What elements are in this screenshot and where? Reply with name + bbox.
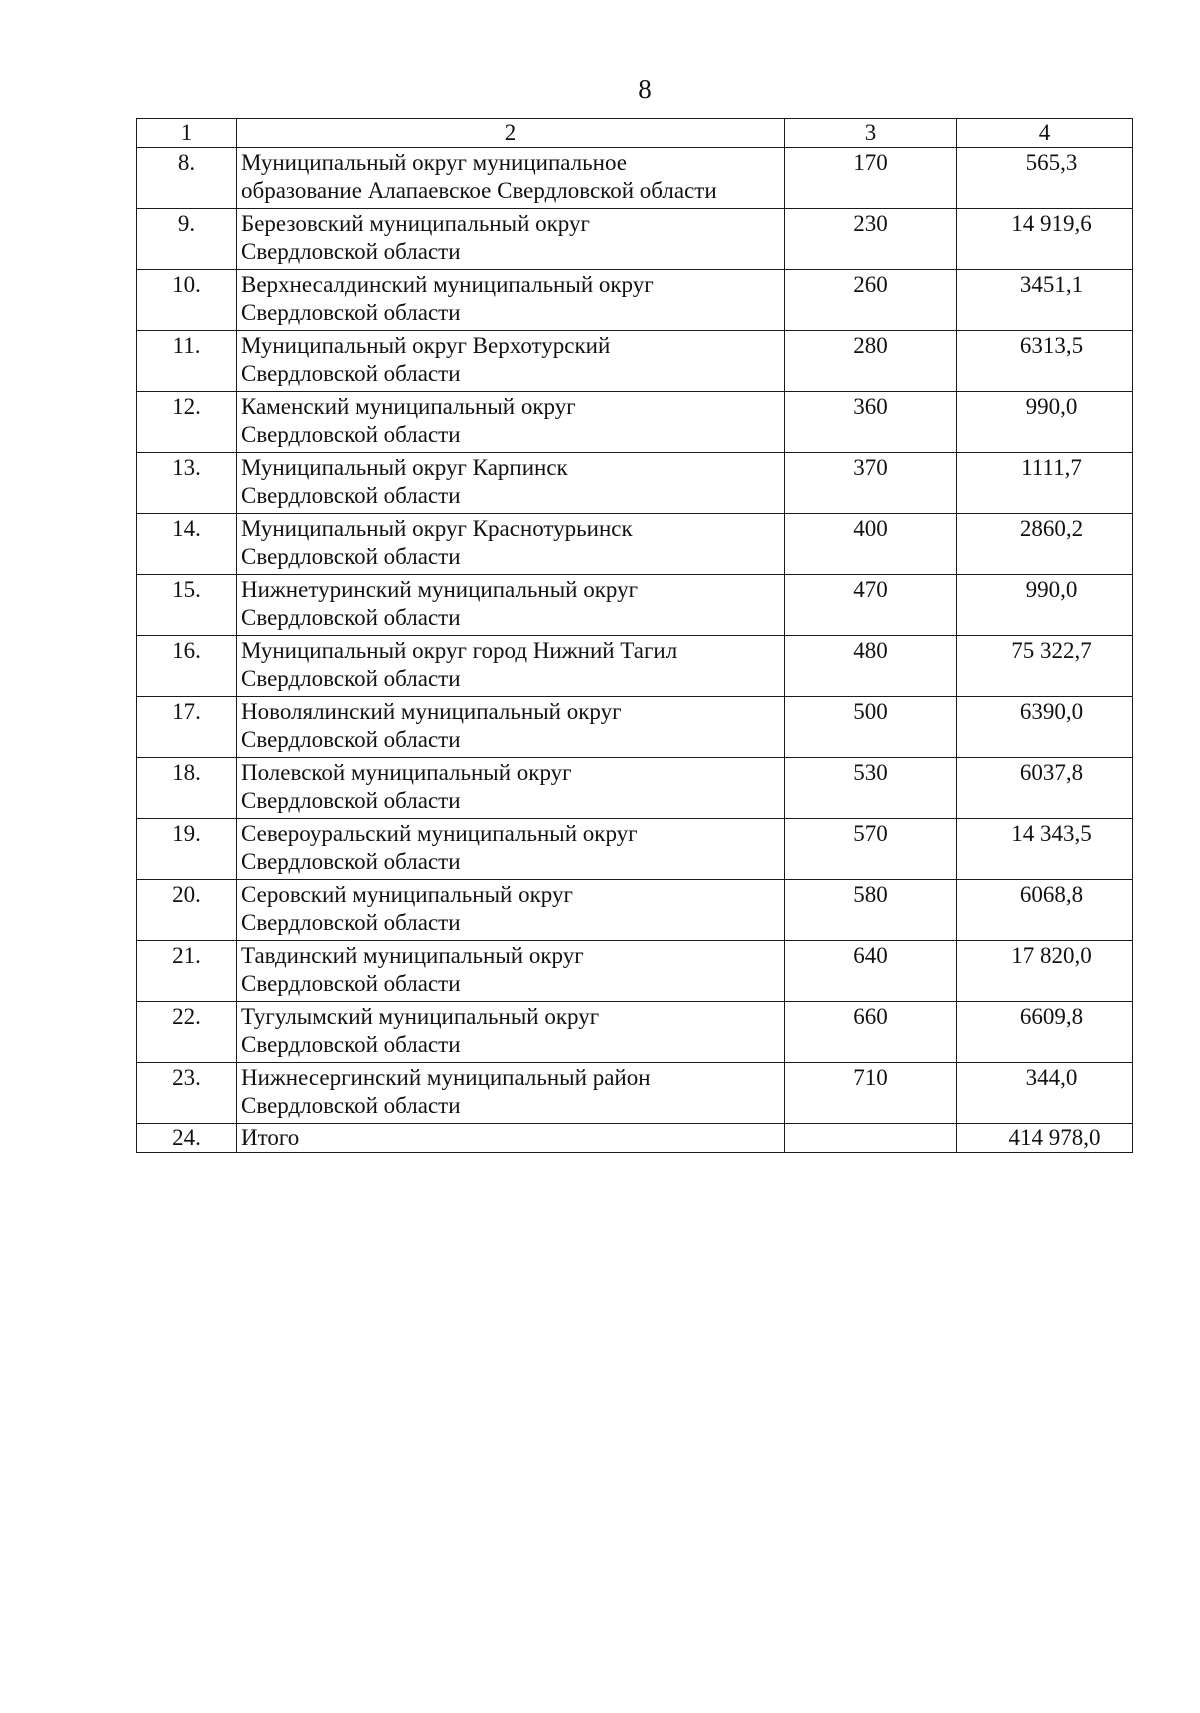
row-number: 15.	[137, 575, 237, 636]
table-header	[137, 119, 1133, 148]
row-number: 9.	[137, 209, 237, 270]
municipality-name-line-2: Свердловской области	[241, 727, 461, 752]
municipality-name-line-2: Свердловской области	[241, 483, 461, 508]
municipality-name-line-1: Серовский муниципальный округ	[241, 882, 573, 907]
municipality-name-line-2: Свердловской области	[241, 849, 461, 874]
municipality-name-line-2: Свердловской области	[241, 666, 461, 691]
table-row	[137, 880, 1133, 941]
municipality-code: 580	[785, 880, 957, 941]
allocation-amount: 6068,8	[957, 880, 1133, 941]
row-number: 14.	[137, 514, 237, 575]
allocation-amount: 344,0	[957, 1063, 1133, 1124]
municipality-name	[237, 209, 785, 270]
municipality-name-line-1: Тугулымский муниципальный округ	[241, 1004, 600, 1029]
municipality-name	[237, 1002, 785, 1063]
row-number: 16.	[137, 636, 237, 697]
municipality-code: 480	[785, 636, 957, 697]
total-row-amount: 414 978,0	[957, 1124, 1133, 1153]
row-number: 12.	[137, 392, 237, 453]
table-row	[137, 575, 1133, 636]
municipality-code: 400	[785, 514, 957, 575]
municipality-name-line-2: Свердловской области	[241, 605, 461, 630]
row-number: 18.	[137, 758, 237, 819]
municipality-code: 640	[785, 941, 957, 1002]
municipality-code: 660	[785, 1002, 957, 1063]
allocation-amount: 6609,8	[957, 1002, 1133, 1063]
municipality-name-line-1: Муниципальный округ муниципальное	[241, 150, 627, 175]
allocation-amount: 75 322,7	[957, 636, 1133, 697]
municipality-name-line-1: Каменский муниципальный округ	[241, 394, 576, 419]
municipality-name	[237, 941, 785, 1002]
row-number: 11.	[137, 331, 237, 392]
municipality-name-line-2: Свердловской области	[241, 788, 461, 813]
municipality-name	[237, 758, 785, 819]
table-row	[137, 148, 1133, 209]
municipality-name	[237, 819, 785, 880]
allocation-table	[136, 118, 1133, 1153]
municipality-name-line-1: Нижнесергинский муниципальный район	[241, 1065, 651, 1090]
table-row	[137, 941, 1133, 1002]
total-row-label: Итого	[237, 1124, 785, 1153]
table-row	[137, 636, 1133, 697]
municipality-name-line-2: Свердловской области	[241, 910, 461, 935]
municipality-name-line-2: Свердловской области	[241, 300, 461, 325]
municipality-code: 370	[785, 453, 957, 514]
municipality-code: 500	[785, 697, 957, 758]
table-row	[137, 697, 1133, 758]
municipality-name-line-1: Нижнетуринский муниципальный округ	[241, 577, 639, 602]
municipality-name-line-2: Свердловской области	[241, 239, 461, 264]
table-row	[137, 819, 1133, 880]
header-col-4: 4	[957, 119, 1133, 148]
row-number: 23.	[137, 1063, 237, 1124]
allocation-amount: 14 919,6	[957, 209, 1133, 270]
header-col-3: 3	[785, 119, 957, 148]
municipality-name-line-2: Свердловской области	[241, 1093, 461, 1118]
municipality-name-line-2: образование Алапаевское Свердловской области	[241, 178, 717, 203]
municipality-code: 360	[785, 392, 957, 453]
total-row-code	[785, 1124, 957, 1153]
municipality-name	[237, 331, 785, 392]
allocation-amount: 2860,2	[957, 514, 1133, 575]
row-number: 19.	[137, 819, 237, 880]
municipality-name-line-1: Североуральский муниципальный округ	[241, 821, 638, 846]
row-number: 22.	[137, 1002, 237, 1063]
municipality-name	[237, 453, 785, 514]
municipality-name-line-1: Полевской муниципальный округ	[241, 760, 572, 785]
allocation-amount: 6390,0	[957, 697, 1133, 758]
table-row	[137, 1063, 1133, 1124]
table-row	[137, 1002, 1133, 1063]
municipality-code: 570	[785, 819, 957, 880]
allocation-amount: 6313,5	[957, 331, 1133, 392]
total-row-number: 24.	[137, 1124, 237, 1153]
page-number: 8	[638, 74, 652, 104]
row-number: 8.	[137, 148, 237, 209]
allocation-amount: 1111,7	[957, 453, 1133, 514]
total-row	[137, 1124, 1133, 1153]
header-col-1: 1	[137, 119, 237, 148]
municipality-name-line-2: Свердловской области	[241, 544, 461, 569]
table-row	[137, 453, 1133, 514]
municipality-code: 280	[785, 331, 957, 392]
allocation-amount: 565,3	[957, 148, 1133, 209]
municipality-name	[237, 148, 785, 209]
municipality-code: 230	[785, 209, 957, 270]
municipality-name	[237, 636, 785, 697]
municipality-name-line-2: Свердловской области	[241, 422, 461, 447]
table-row	[137, 514, 1133, 575]
municipality-name-line-1: Верхнесалдинский муниципальный округ	[241, 272, 654, 297]
row-number: 20.	[137, 880, 237, 941]
allocation-amount: 990,0	[957, 392, 1133, 453]
municipality-name-line-1: Муниципальный округ Карпинск	[241, 455, 568, 480]
allocation-amount: 6037,8	[957, 758, 1133, 819]
allocation-amount: 3451,1	[957, 270, 1133, 331]
table-row	[137, 270, 1133, 331]
municipality-name	[237, 880, 785, 941]
row-number: 21.	[137, 941, 237, 1002]
municipality-code: 710	[785, 1063, 957, 1124]
municipality-code: 530	[785, 758, 957, 819]
municipality-code: 170	[785, 148, 957, 209]
row-number: 10.	[137, 270, 237, 331]
table-row	[137, 758, 1133, 819]
municipality-name	[237, 1063, 785, 1124]
municipality-name-line-2: Свердловской области	[241, 361, 461, 386]
allocation-amount: 14 343,5	[957, 819, 1133, 880]
municipality-name	[237, 697, 785, 758]
row-number: 13.	[137, 453, 237, 514]
table-row	[137, 209, 1133, 270]
municipality-name-line-2: Свердловской области	[241, 1032, 461, 1057]
municipality-name	[237, 270, 785, 331]
municipality-name-line-1: Муниципальный округ Краснотурьинск	[241, 516, 633, 541]
allocation-amount: 990,0	[957, 575, 1133, 636]
municipality-name-line-1: Новолялинский муниципальный округ	[241, 699, 622, 724]
allocation-amount: 17 820,0	[957, 941, 1133, 1002]
municipality-name-line-1: Березовский муниципальный округ	[241, 211, 590, 236]
municipality-name	[237, 392, 785, 453]
municipality-name	[237, 575, 785, 636]
municipality-name	[237, 514, 785, 575]
table-body	[137, 148, 1133, 1153]
municipality-name-line-1: Тавдинский муниципальный округ	[241, 943, 584, 968]
table-row	[137, 392, 1133, 453]
header-col-2: 2	[237, 119, 785, 148]
municipality-name-line-1: Муниципальный округ Верхотурский	[241, 333, 611, 358]
header-row	[137, 119, 1133, 148]
table-row	[137, 331, 1133, 392]
municipality-name-line-2: Свердловской области	[241, 971, 461, 996]
municipality-name-line-1: Муниципальный округ город Нижний Тагил	[241, 638, 678, 663]
row-number: 17.	[137, 697, 237, 758]
municipality-code: 260	[785, 270, 957, 331]
municipality-code: 470	[785, 575, 957, 636]
